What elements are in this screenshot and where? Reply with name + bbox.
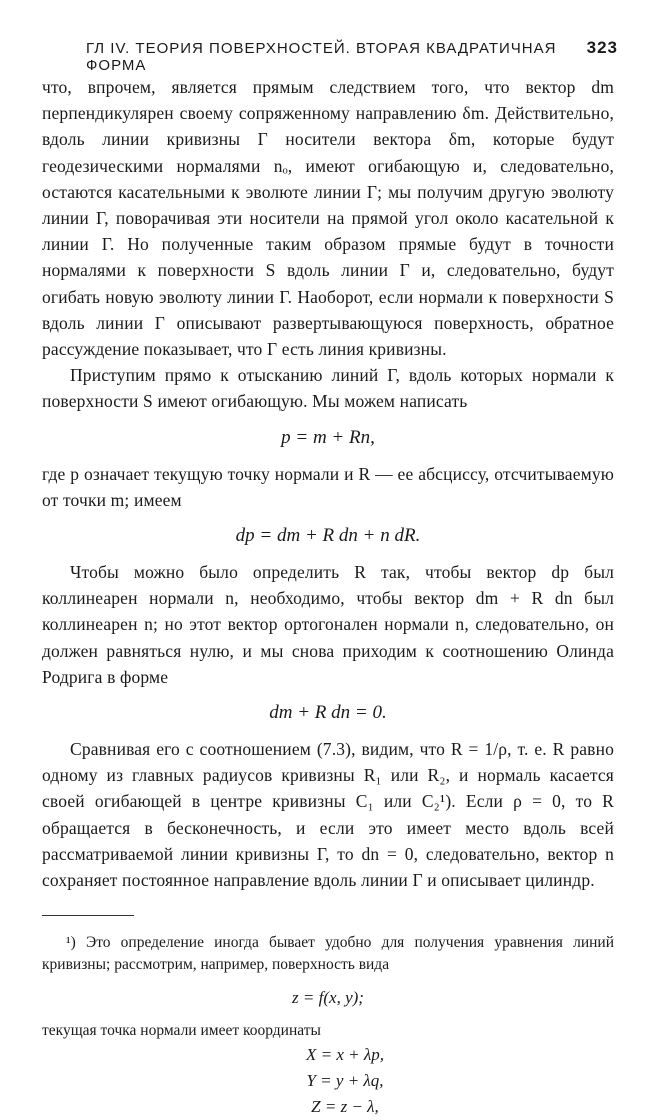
footnote-equation-surface: z = f(x, y); — [292, 988, 364, 1008]
footnote-equation-y: Y = y + λq, — [306, 1071, 384, 1091]
page-header — [86, 38, 618, 74]
running-title: ГЛ IV. ТЕОРИЯ ПОВЕРХНОСТЕЙ. ВТОРАЯ КВАДРАТИЧНАЯ ФОРМА — [86, 40, 557, 74]
page-number: 323 — [586, 38, 618, 57]
paragraph-4: Чтобы можно было определить R так, чтобы вектор dp был коллинеарен нормали n, необходимо, чтобы вектор dm + R dn был коллинеарен n; но этот вектор ортогонален нормали n, следовательно, он должен равняться нулю, и мы снова приходим к соотношению Олинда Родрига в форме — [42, 562, 614, 687]
footnote-text-1: ¹) Это определение иногда бывает удобно для получения уравнения линий кривизны; рассмотрим, например, поверхность вида — [42, 934, 614, 974]
equation-normal-point: p = m + Rn, — [281, 426, 375, 448]
paragraph-3: где p означает текущую точку нормали и R — ее абсциссу, отсчитываемую от точки m; имеем — [42, 463, 614, 510]
paragraph-1: что, впрочем, является прямым следствием того, что вектор dm перпендикулярен своему сопряженному направлению δm. Действительно, вдоль линии кривизны Γ носители вектора δm, которые будут геодезическими нормалями nₒ, имеют огибающую и, следовательно, остаются касательными к эволюте линии Γ; мы получим другую эволюту линии Γ, поворачивая эти носители на прямой угол около касательной к линии Γ. Но полученные таким образом прямые будут в точности нормалями к поверхности S вдоль линии Γ и, следовательно, будут огибать новую эволюту линии Γ. Наоборот, если нормали к поверхности S вдоль линии Γ описывают развертывающуюся поверхность, обратное рассуждение показывает, что Γ есть линия кривизны. — [42, 77, 614, 360]
main-text — [42, 74, 614, 1120]
equation-rodrigues: dm + R dn = 0. — [269, 702, 387, 724]
footnote-text-2: текущая точка нормали имеет координаты — [42, 1022, 321, 1040]
paragraph-5: Сравнивая его с соотношением (7.3), видим, что R = 1/ρ, т. е. R равно одному из главных радиусов кривизны R₁ или R₂, и нормаль касается своей огибающей в центре кривизны C₁ или C₂¹). Если ρ = 0, то R обращается в бесконечность, и если это имеет место вдоль всей рассматриваемой линии кривизны Γ, то dn = 0, следовательно, вектор n сохраняет постоянное направление вдоль линии Γ и описывает цилиндр. — [42, 739, 614, 891]
footnote-divider — [42, 915, 134, 916]
footnote-equation-x: X = x + λp, — [306, 1045, 384, 1065]
footnote-equation-z: Z = z − λ, — [311, 1097, 379, 1117]
paragraph-2: Приступим прямо к отысканию линий Γ, вдоль которых нормали к поверхности S имеют огибающую. Мы можем написать — [42, 365, 614, 412]
equation-differential: dp = dm + R dn + n dR. — [235, 525, 421, 547]
